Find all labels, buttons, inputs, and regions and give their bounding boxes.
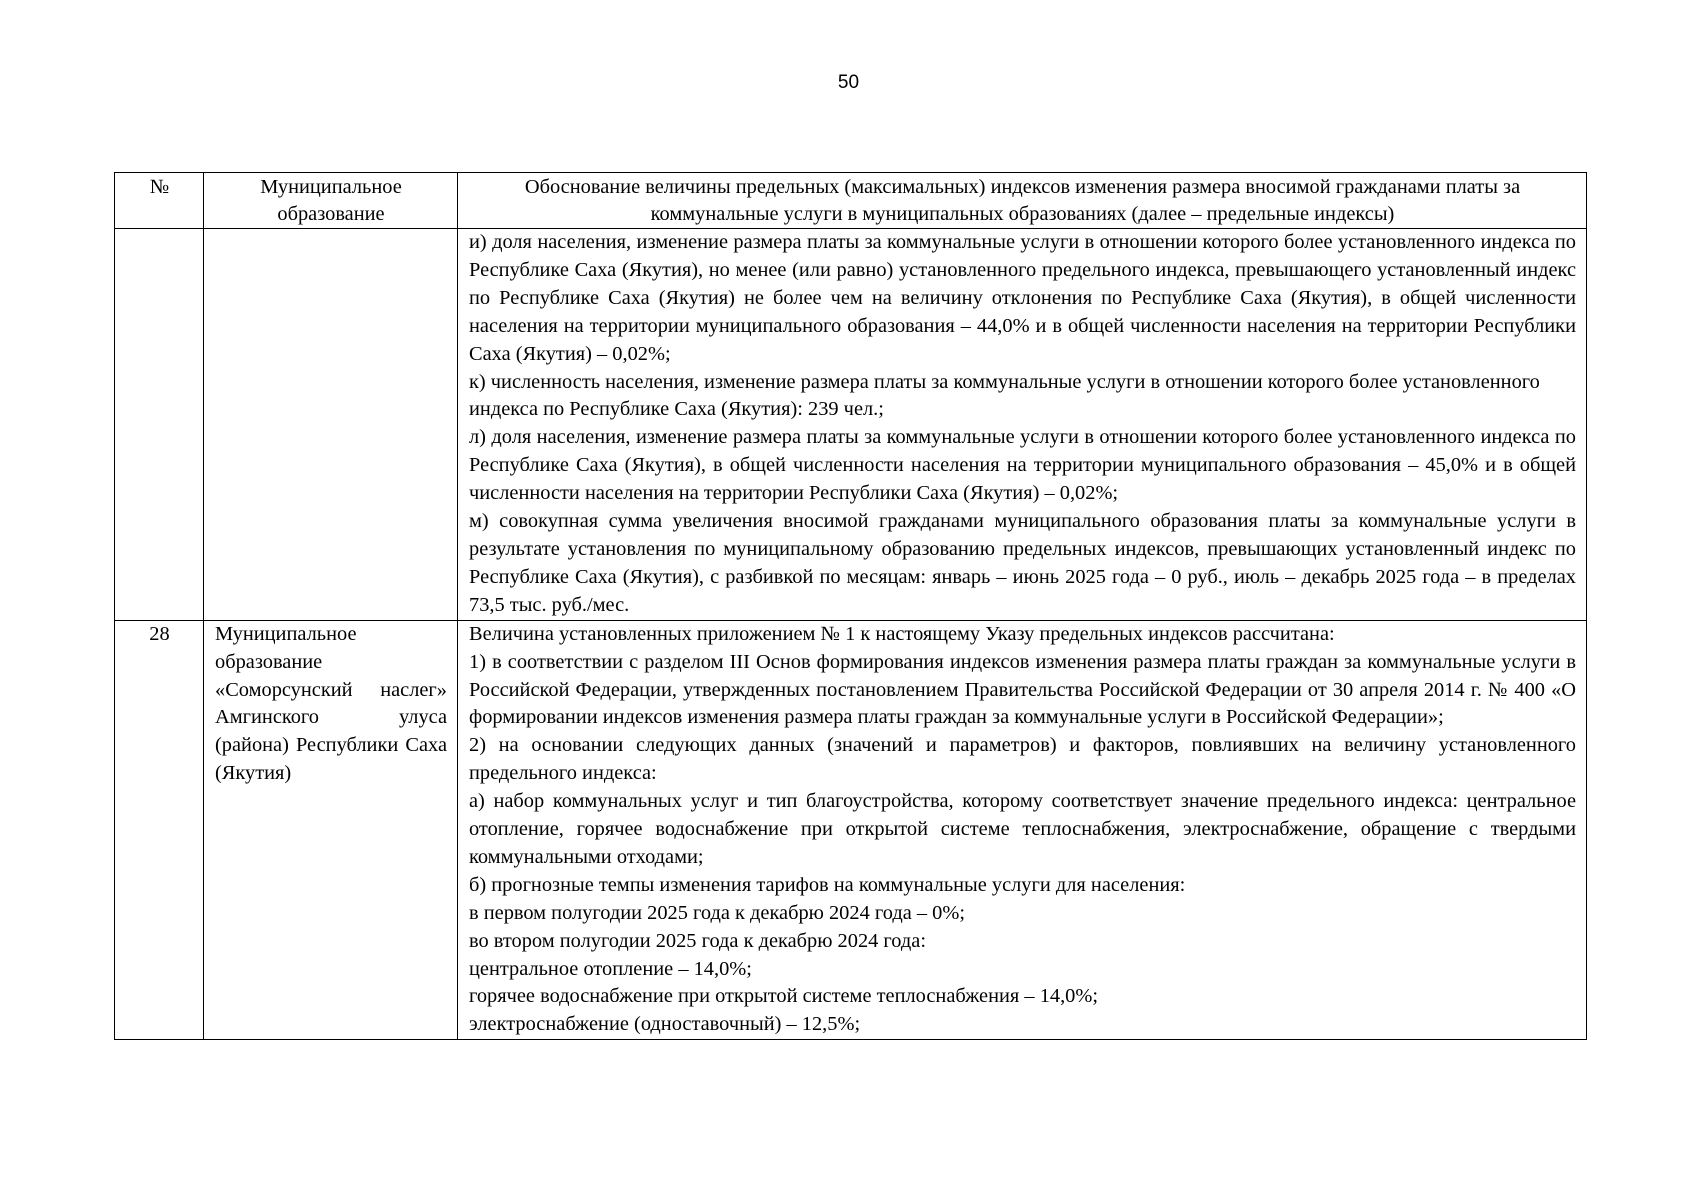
row-number-cell: 28 [115, 620, 204, 1040]
paragraph-b: б) прогнозные темпы изменения тарифов на коммунальные услуги для населения: [469, 873, 1186, 896]
paragraph-i: и) доля населения, изменение размера платы за коммунальные услуги в отношении которого более установленного индекса по Республике Саха (Якутия), но менее (или равно) установленного предельного индекса, превышающего установленный индекс по Республике Саха (Якутия) не более чем на величину отклонения по Республике Саха (Якутия), в общей численности населения на территории муниципального образования – 44,0% и в общей численности населения на территории Республики Саха (Якутия) – 0,02%; [469, 231, 1576, 365]
table-row [115, 229, 1587, 621]
paragraph-second-half: во втором полугодии 2025 года к декабрю 2024 года: [469, 929, 926, 952]
header-justification: Обоснование величины предельных (максимальных) индексов изменения размера вносимой гражданами платы за коммунальные услуги в муниципальных образованиях (далее – предельные индексы) [458, 173, 1587, 229]
paragraph-a: а) набор коммунальных услуг и тип благоустройства, которому соответствует значение предельного индекса: центральное отопление, горячее водоснабжение при открытой системе теплоснабжения, электроснабжение, обращение с твердыми коммунальными отходами; [469, 790, 1576, 868]
table-header-row [115, 173, 1587, 229]
justification-table [114, 172, 1587, 1040]
page-number: 50 [837, 72, 860, 93]
paragraph-hot-water: горячее водоснабжение при открытой системе теплоснабжения – 14,0%; [469, 985, 1099, 1008]
paragraph-l: л) доля населения, изменение размера платы за коммунальные услуги в отношении которого более установленного индекса по Республике Саха (Якутия), в общей численности населения на территории муниципального образования – 45,0% и в общей численности населения на территории Республики Саха (Якутия) – 0,02%; [469, 426, 1576, 505]
paragraph-2: 2) на основании следующих данных (значений и параметров) и факторов, повлиявших на величину установленного предельного индекса: [469, 734, 1576, 785]
paragraph-electricity: электроснабжение (одноставочный) – 12,5%; [469, 1013, 861, 1036]
row-justification-cell [458, 229, 1587, 621]
header-number: № [115, 173, 204, 229]
paragraph-intro: Величина установленных приложением № 1 к настоящему Указу предельных индексов рассчитана: [469, 622, 1335, 645]
paragraph-first-half: в первом полугодии 2025 года к декабрю 2024 года – 0%; [469, 901, 965, 924]
row-number-cell [115, 229, 204, 621]
row-justification-cell [458, 620, 1587, 1040]
table-row [115, 620, 1587, 1040]
row-municipality-cell: Муниципальное образование «Соморсунский наслег» Амгинского улуса (района) Республики Саха (Якутия) [204, 620, 458, 1040]
paragraph-m: м) совокупная сумма увеличения вносимой гражданами муниципального образования платы за коммунальные услуги в результате установления по муниципальному образованию предельных индексов, превышающих установленный индекс по Республике Саха (Якутия), с разбивкой по месяцам: январь – июнь 2025 года – 0 руб., июль – декабрь 2025 года – в пределах 73,5 тыс. руб./мес. [469, 510, 1576, 616]
header-municipality: Муниципальное образование [204, 173, 458, 229]
row-municipality-cell [204, 229, 458, 621]
paragraph-1: 1) в соответствии с разделом III Основ формирования индексов изменения размера платы граждан за коммунальные услуги в Российской Федерации, утвержденных постановлением Правительства Российской Федерации от 30 апреля 2014 г. № 400 «О формировании индексов изменения размера платы граждан за коммунальные услуги в Российской Федерации»; [469, 650, 1576, 729]
paragraph-k: к) численность населения, изменение размера платы за коммунальные услуги в отношении которого более установленного индекса по Республике Саха (Якутия): 239 чел.; [469, 370, 1540, 421]
paragraph-heating: центральное отопление – 14,0%; [469, 957, 752, 980]
